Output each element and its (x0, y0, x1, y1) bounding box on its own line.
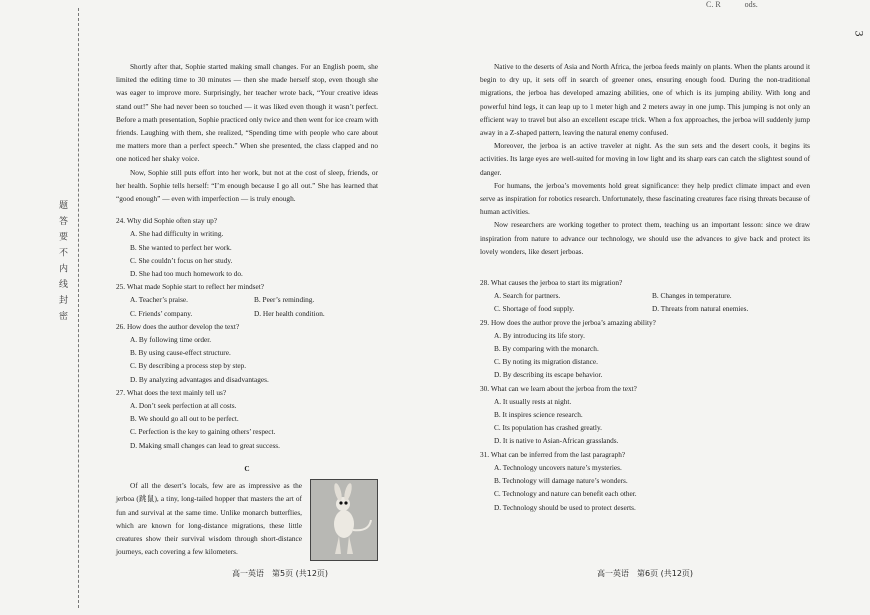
option: B. We should go all out to be perfect. (130, 414, 239, 424)
option: B. Technology will damage nature’s wonders. (494, 476, 628, 486)
page-number: 3 (852, 30, 867, 37)
jerboa-image (310, 479, 378, 561)
question-31 (480, 448, 810, 514)
question-stem: 26. How does the author develop the text? (116, 321, 240, 331)
option: A. Search for partners. (494, 291, 561, 301)
option: B. Changes in temperature. (652, 291, 732, 301)
option: B. Peer’s reminding. (254, 295, 315, 305)
question-28 (480, 276, 810, 316)
page-footer-right: 高一英语 第6页 (共12页) (597, 569, 694, 578)
question-27 (116, 386, 378, 452)
option: C. By noting its migration distance. (494, 357, 598, 367)
option: D. Her health condition. (254, 308, 325, 318)
question-30 (480, 382, 810, 448)
section-heading: C (244, 463, 250, 473)
option: B. By using cause-effect structure. (130, 348, 231, 358)
passage-paragraph: Shortly after that, Sophie started making small changes. For an English poem, she limited the editing time to 30 minutes — then she made herself stop, even though she was eager to improve more. Surprisingly, her teacher wrote back, “Your creative ideas stand out!” She had never been so touched — it was liked even though it wasn’t perfect. Before a math presentation, Sophie practiced only twice and then went for ice cream with friends. Laughing with them, she realized, “Spending time with people who care about me matters more than a perfect speech.” When she presented, the class clapped and no one noticed her shaky voice. (116, 62, 378, 164)
question-stem: 24. Why did Sophie often stay up? (116, 216, 217, 226)
option: A. It usually rests at night. (494, 396, 572, 406)
question-stem: 25. What made Sophie start to reflect her mindset? (116, 282, 264, 292)
page-footer-left: 高一英语 第5页 (共12页) (232, 569, 329, 578)
option: C. Shortage of food supply. (494, 304, 575, 314)
question-25 (116, 280, 378, 320)
option: D. By describing its escape behavior. (494, 370, 603, 380)
question-stem: 28. What causes the jerboa to start its migration? (480, 278, 623, 288)
passage-paragraph: For humans, the jerboa’s movements hold great significance: they help predict climate impact and even serve as inspiration for robotics research. Unfortunately, these fascinating creatures face rising threats because of human activities. (480, 180, 810, 217)
question-stem: 27. What does the text mainly tell us? (116, 387, 227, 397)
passage-paragraph: Native to the deserts of Asia and North Africa, the jerboa feeds mainly on plants. When the plants around it begin to dry up, it sets off in search of greener ones, ensuring enough food. During the non-traditional migrations, the jerboa has developed amazing abilities, one of which is its jumping ability. With long and powerful hind legs, it can leap up to 1 meter high and 2 meters away in one jump. This jumping is not only an efficient way to travel but also an excellent escape trick. When a fox approaches, the jerboa will suddenly jump away in a Z-shaped pattern, leaving the natural enemy confused. (480, 62, 810, 138)
option: B. It inspires science research. (494, 410, 583, 420)
option: D. Technology should be used to protect deserts. (494, 502, 636, 512)
option: D. It is native to Asian-African grasslands. (494, 436, 619, 446)
option: D. Threats from natural enemies. (652, 304, 749, 314)
option: D. She had too much homework to do. (130, 269, 243, 279)
option: C. Its population has crashed greatly. (494, 423, 602, 433)
right-column (480, 60, 810, 514)
passage-paragraph: Now, Sophie still puts effort into her work, but not at the cost of sleep, friends, or her health. Sophie tells herself: “I’m enough because I go all out.” She has learned that “good enough” — even with imperfection — is truly enough. (116, 167, 378, 204)
scan-header-fragment: C. R ods. (706, 0, 758, 9)
scan-top-edge (0, 0, 870, 10)
option: A. By introducing its life story. (494, 330, 585, 340)
option: B. She wanted to perfect her work. (130, 242, 232, 252)
binding-dashed-line (78, 8, 79, 608)
left-column (116, 60, 378, 561)
option: C. By describing a process step by step. (130, 361, 247, 371)
option: C. Technology and nature can benefit each other. (494, 489, 637, 499)
question-stem: 30. What can we learn about the jerboa from the text? (480, 383, 637, 393)
question-29 (480, 316, 810, 382)
question-stem: 31. What can be inferred from the last paragraph? (480, 449, 626, 459)
option: A. By following time order. (130, 335, 212, 345)
option: D. Making small changes can lead to great success. (130, 440, 280, 450)
option: B. By comparing with the monarch. (494, 344, 599, 354)
option: A. Don’t seek perfection at all costs. (130, 401, 237, 411)
passage-paragraph: Moreover, the jerboa is an active traveler at night. As the sun sets and the desert cools, it begins its activities. Its large eyes are well-suited for moving in low light and its sharp ears can catch the slightest sound of danger. (480, 141, 810, 177)
question-26 (116, 320, 378, 386)
option: C. Perfection is the key to gaining others’ respect. (130, 427, 276, 437)
option: A. Teacher’s praise. (130, 295, 188, 305)
option: C. Friends’ company. (130, 308, 193, 318)
passage-c-intro: Of all the desert’s locals, few are as impressive as the jerboa (跳鼠), a tiny, long-tailed hopper that masters the art of fun and survival at the same time. Unlike monarch butterflies, which are known for long-distance migrations, these little creatures show their survival wisdom through short-distance journeys, each covering a few kilometers. (116, 481, 302, 557)
binding-warning-label: 题 答 要 不 内 线 封 密 (57, 200, 67, 323)
passage-paragraph: Now researchers are working together to protect them, teaching us an important lesson: since we draw inspiration from nature to advance our technology, we should use the advances to give back and protect its lovely wonders, like desert jerboas. (480, 220, 810, 256)
question-24 (116, 214, 378, 280)
option: D. By analyzing advantages and disadvantages. (130, 374, 269, 384)
question-stem: 29. How does the author prove the jerboa’s amazing ability? (480, 317, 656, 327)
option: A. Technology uncovers nature’s mysteries. (494, 462, 622, 472)
option: A. She had difficulty in writing. (130, 229, 224, 239)
option: C. She couldn’t focus on her study. (130, 255, 233, 265)
